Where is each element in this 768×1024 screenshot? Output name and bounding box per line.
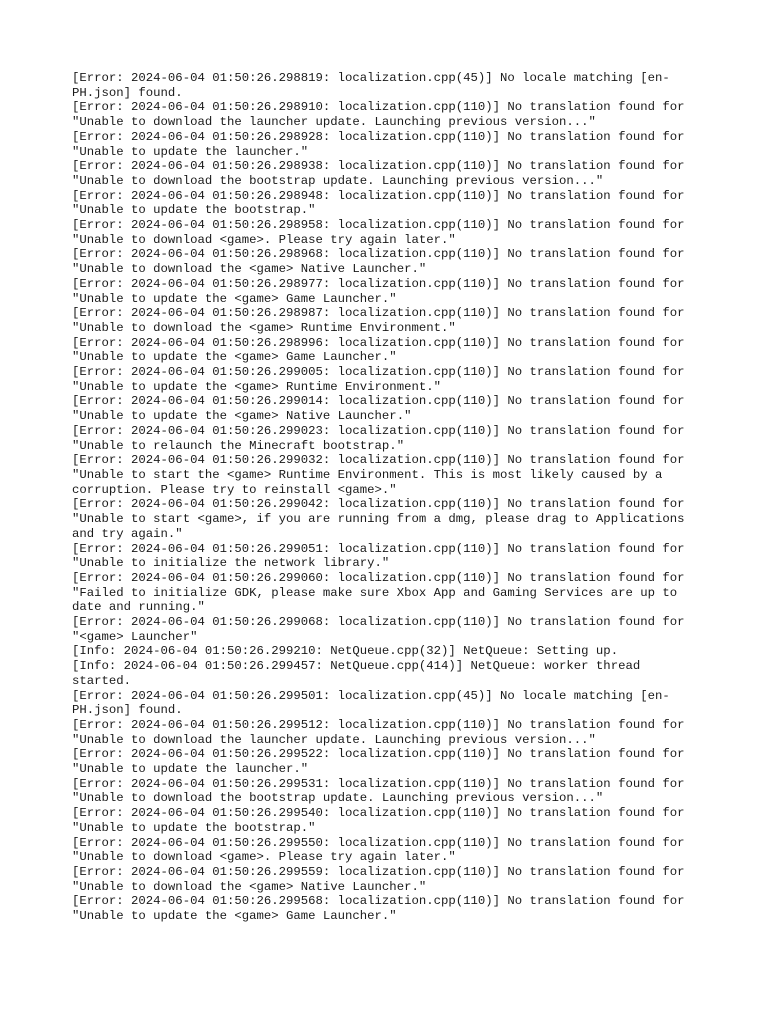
log-line: "<game> Launcher" [72,629,198,644]
log-line: date and running." [72,600,205,615]
log-line: PH.json] found. [72,703,183,718]
log-line: [Error: 2024-06-04 01:50:26.298987: localization.cpp(110)] No translation found for [72,306,685,321]
log-line: [Error: 2024-06-04 01:50:26.298968: localization.cpp(110)] No translation found for [72,247,685,262]
log-line: "Unable to update the <game> Game Launcher." [72,350,397,365]
log-line: [Error: 2024-06-04 01:50:26.299501: localization.cpp(45)] No locale matching [en- [72,688,670,703]
log-text-block [72,71,704,924]
log-line: "Unable to update the bootstrap." [72,820,316,835]
log-line: [Error: 2024-06-04 01:50:26.299060: localization.cpp(110)] No translation found for [72,570,685,585]
log-line: PH.json] found. [72,85,183,100]
log-line: "Unable to download the <game> Runtime Environment." [72,320,456,335]
log-line: [Error: 2024-06-04 01:50:26.298977: localization.cpp(110)] No translation found for [72,276,685,291]
log-line: [Info: 2024-06-04 01:50:26.299457: NetQueue.cpp(414)] NetQueue: worker thread [72,659,641,674]
log-line: "Unable to update the <game> Runtime Environment." [72,379,441,394]
log-line: "Unable to download <game>. Please try again later." [72,850,456,865]
log-line: [Error: 2024-06-04 01:50:26.299522: localization.cpp(110)] No translation found for [72,747,685,762]
log-line: [Error: 2024-06-04 01:50:26.299559: localization.cpp(110)] No translation found for [72,864,685,879]
log-line: [Error: 2024-06-04 01:50:26.299531: localization.cpp(110)] No translation found for [72,776,685,791]
log-line: [Error: 2024-06-04 01:50:26.299023: localization.cpp(110)] No translation found for [72,423,685,438]
log-line: [Error: 2024-06-04 01:50:26.298910: localization.cpp(110)] No translation found for [72,100,685,115]
log-line: "Unable to download the bootstrap update. Launching previous version..." [72,791,604,806]
log-line: started. [72,673,132,688]
log-line: "Unable to download the bootstrap update. Launching previous version..." [72,173,604,188]
log-line: "Unable to download <game>. Please try again later." [72,232,456,247]
log-line: [Error: 2024-06-04 01:50:26.299005: localization.cpp(110)] No translation found for [72,365,685,380]
log-line: "Unable to start the <game> Runtime Environment. This is most likely caused by a [72,467,663,482]
log-line: "Unable to update the bootstrap." [72,203,316,218]
log-line: "Unable to start <game>, if you are running from a dmg, please drag to Applications [72,512,685,527]
log-line: [Error: 2024-06-04 01:50:26.299014: localization.cpp(110)] No translation found for [72,394,685,409]
log-line: "Unable to relaunch the Minecraft bootstrap." [72,438,405,453]
log-line: [Error: 2024-06-04 01:50:26.299568: localization.cpp(110)] No translation found for [72,894,685,909]
log-line: [Error: 2024-06-04 01:50:26.299051: localization.cpp(110)] No translation found for [72,541,685,556]
log-line: [Error: 2024-06-04 01:50:26.298928: localization.cpp(110)] No translation found for [72,129,685,144]
log-line: [Info: 2024-06-04 01:50:26.299210: NetQueue.cpp(32)] NetQueue: Setting up. [72,644,619,659]
log-line: [Error: 2024-06-04 01:50:26.299550: localization.cpp(110)] No translation found for [72,835,685,850]
log-line: "Failed to initialize GDK, please make sure Xbox App and Gaming Services are up to [72,585,678,600]
log-line: "Unable to download the <game> Native Launcher." [72,262,427,277]
log-line: [Error: 2024-06-04 01:50:26.299540: localization.cpp(110)] No translation found for [72,806,685,821]
log-line: [Error: 2024-06-04 01:50:26.298819: localization.cpp(45)] No locale matching [en- [72,71,670,85]
log-line: and try again." [72,526,183,541]
log-line: corruption. Please try to reinstall <game>." [72,482,397,497]
log-line: [Error: 2024-06-04 01:50:26.298958: localization.cpp(110)] No translation found for [72,218,685,233]
log-line: [Error: 2024-06-04 01:50:26.299512: localization.cpp(110)] No translation found for [72,717,685,732]
log-line: "Unable to update the launcher." [72,762,309,777]
log-line: [Error: 2024-06-04 01:50:26.299032: localization.cpp(110)] No translation found for [72,453,685,468]
log-line: "Unable to download the launcher update. Launching previous version..." [72,115,596,130]
log-line: "Unable to initialize the network library." [72,556,390,571]
log-line: [Error: 2024-06-04 01:50:26.299042: localization.cpp(110)] No translation found for [72,497,685,512]
log-line: "Unable to download the <game> Native Launcher." [72,879,427,894]
log-line: "Unable to download the launcher update. Launching previous version..." [72,732,596,747]
log-line: "Unable to update the launcher." [72,144,309,159]
log-line: "Unable to update the <game> Game Launcher." [72,291,397,306]
log-line: [Error: 2024-06-04 01:50:26.299068: localization.cpp(110)] No translation found for [72,615,685,630]
log-line: "Unable to update the <game> Game Launcher." [72,909,397,924]
log-line: [Error: 2024-06-04 01:50:26.298996: localization.cpp(110)] No translation found for [72,335,685,350]
log-line: [Error: 2024-06-04 01:50:26.298938: localization.cpp(110)] No translation found for [72,159,685,174]
log-line: "Unable to update the <game> Native Launcher." [72,409,412,424]
log-line: [Error: 2024-06-04 01:50:26.298948: localization.cpp(110)] No translation found for [72,188,685,203]
